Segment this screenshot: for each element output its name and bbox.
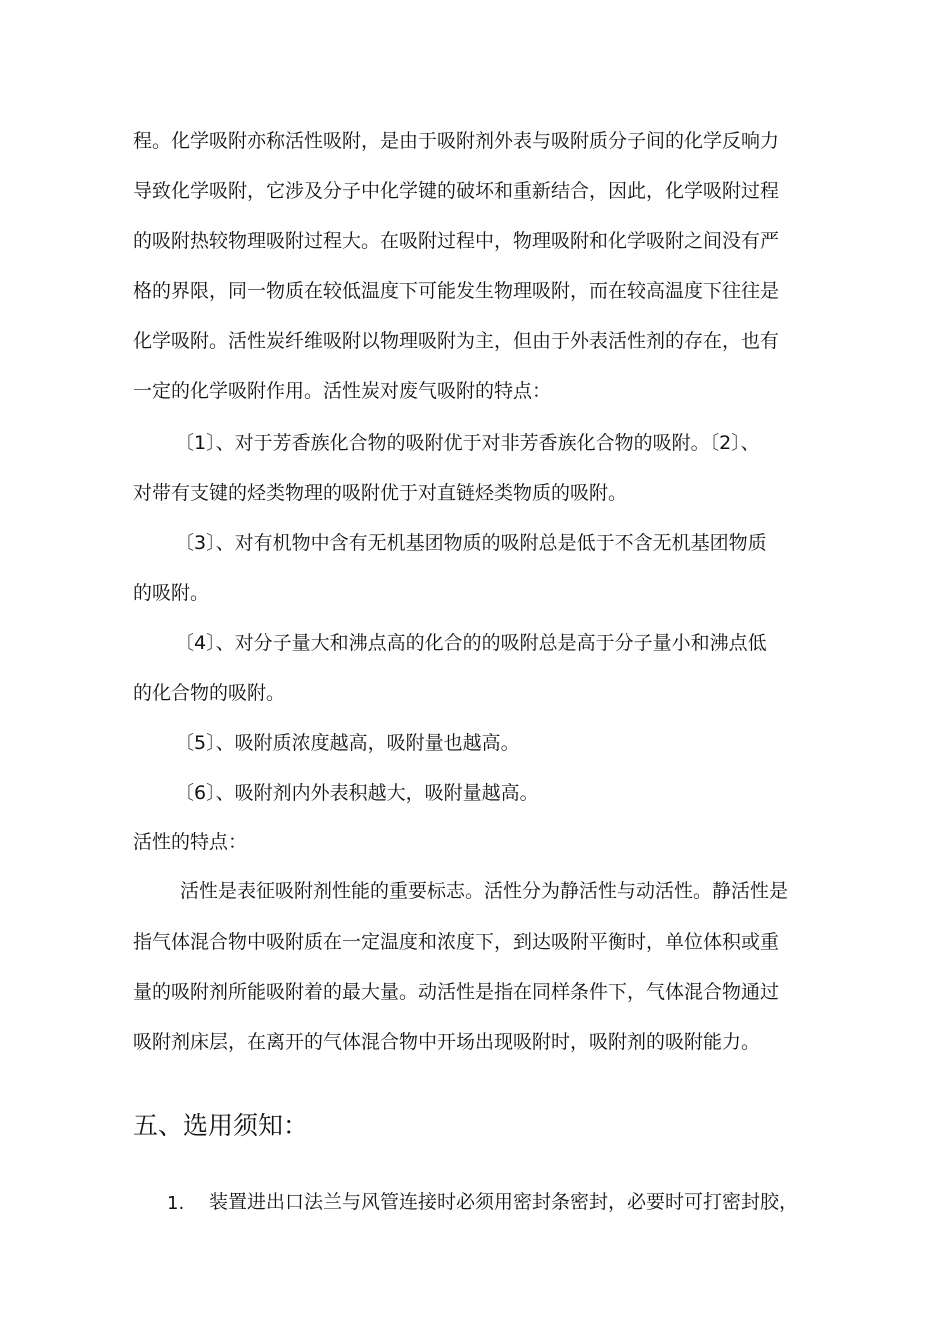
- paragraph-line: 量的吸附剂所能吸附着的最大量。动活性是指在同样条件下，气体混合物通过: [133, 981, 780, 1003]
- paragraph-line: 导致化学吸附，它涉及分子中化学键的破坏和重新结合，因此，化学吸附过程: [133, 180, 780, 202]
- feature-item-3-cont: 的吸附。: [133, 582, 210, 604]
- feature-item-5: 〔5〕、吸附质浓度越高，吸附量也越高。: [175, 732, 520, 754]
- feature-item-1-cont: 对带有支键的烃类物理的吸附优于对直链烃类物质的吸附。: [133, 482, 628, 504]
- paragraph-line: 格的界限，同一物质在较低温度下可能发生物理吸附，而在较高温度下往往是: [133, 280, 780, 302]
- feature-item-4: 〔4〕、对分子量大和沸点高的化合的的吸附总是高于分子量小和沸点低: [175, 632, 767, 654]
- section-heading: 五、选用须知：: [133, 1111, 309, 1140]
- paragraph-line: 的吸附热较物理吸附过程大。在吸附过程中，物理吸附和化学吸附之间没有严: [133, 230, 780, 252]
- feature-item-3: 〔3〕、对有机物中含有无机基团物质的吸附总是低于不含无机基团物质: [175, 532, 767, 554]
- paragraph-line: 吸附剂床层，在离开的气体混合物中开场出现吸附时，吸附剂的吸附能力。: [133, 1031, 761, 1053]
- paragraph-line: 指气体混合物中吸附质在一定温度和浓度下，到达吸附平衡时，单位体积或重: [133, 931, 780, 953]
- feature-item-1: 〔1〕、对于芳香族化合物的吸附优于对非芳香族化合物的吸附。〔2〕、: [175, 432, 760, 454]
- paragraph-line: 程。化学吸附亦称活性吸附，是由于吸附剂外表与吸附质分子间的化学反响力: [133, 130, 780, 152]
- paragraph-line: 活性是表征吸附剂性能的重要标志。活性分为静活性与动活性。静活性是: [180, 880, 789, 902]
- list-item-text: 装置进出口法兰与风管连接时必须用密封条密封，必要时可打密封胶，: [209, 1191, 799, 1213]
- list-item-number: 1.: [167, 1193, 185, 1214]
- feature-item-6: 〔6〕、吸附剂内外表积越大，吸附量越高。: [175, 782, 539, 804]
- paragraph-line: 一定的化学吸附作用。活性炭对废气吸附的特点：: [133, 380, 552, 402]
- feature-item-4-cont: 的化合物的吸附。: [133, 682, 286, 704]
- activity-title: 活性的特点：: [133, 831, 248, 853]
- paragraph-line: 化学吸附。活性炭纤维吸附以物理吸附为主，但由于外表活性剂的存在，也有: [133, 330, 780, 352]
